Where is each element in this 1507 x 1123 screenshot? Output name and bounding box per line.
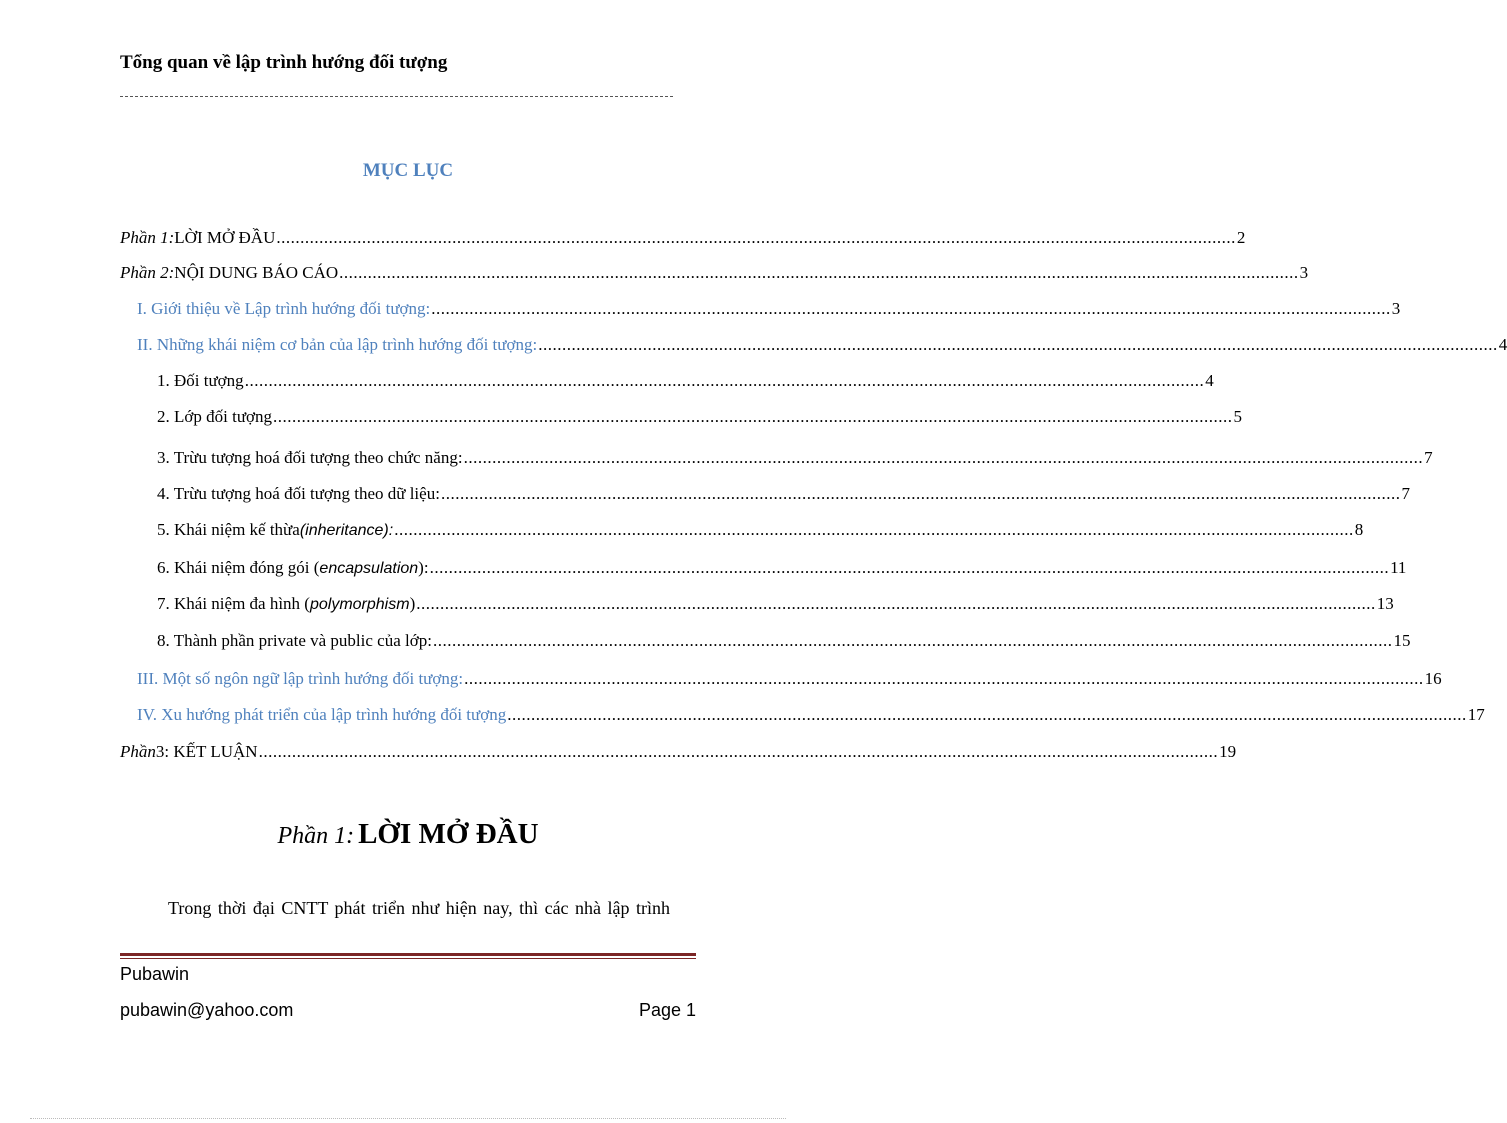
toc-leader-dots: .......................................................................................................................................................................................................... [463, 448, 1424, 467]
header-dashed-rule [120, 96, 673, 97]
toc-entry-label: I. Giới thiệu về Lập trình hướng đối tượng: [137, 299, 431, 318]
toc-entry-part-2[interactable] [120, 263, 1309, 289]
toc-page-number: 7 [1424, 448, 1433, 467]
toc-entry-subsection-5[interactable] [157, 520, 1364, 546]
toc-page-number: 17 [1467, 705, 1485, 724]
toc-entry-label: 2. Lớp đối tượng [157, 407, 273, 426]
toc-page-number: 2 [1236, 228, 1246, 247]
toc-entry-label: 3. Trừu tượng hoá đối tượng theo chức năng: [157, 448, 463, 467]
toc-entry-label: NỘI DUNG BÁO CÁO [174, 263, 339, 282]
toc-page-number: 8 [1354, 520, 1364, 539]
toc-page-number: 7 [1401, 484, 1410, 503]
toc-page-number: 19 [1219, 742, 1237, 761]
toc-entry-label: LỜI MỞ ĐẦU [174, 228, 276, 247]
toc-page-number: 16 [1424, 669, 1442, 688]
body-paragraph: Trong thời đại CNTT phát triển như hiện nay, thì các nhà lập trình [168, 898, 671, 918]
toc-entry-subsection-6[interactable] [157, 558, 1407, 584]
toc-page-number: 5 [1233, 407, 1243, 426]
toc-entry-label: 5. Khái niệm kế thừa [157, 520, 300, 539]
footer-rule-thin [120, 958, 696, 959]
toc-entry-label: 7. Khái niệm đa hình ( [157, 594, 310, 613]
toc-leader-dots: .......................................................................................................................................................................................................... [416, 594, 1376, 613]
toc-entry-section-2[interactable] [137, 335, 1507, 361]
toc-entry-label: 8. Thành phần private và public của lớp: [157, 631, 432, 650]
section-heading-prefix: Phần 1: [277, 823, 355, 849]
toc-entry-prefix: Phần 2: [120, 263, 175, 282]
toc-leader-dots: .......................................................................................................................................................................................................... [464, 669, 1424, 688]
toc-page-number: 4 [1498, 335, 1507, 354]
toc-entry-label: II. Những khái niệm cơ bản của lập trình hướng đối tượng: [137, 335, 538, 354]
toc-page-number: 3 [1391, 299, 1401, 318]
footer-page-number: Page 1 [638, 1000, 696, 1020]
toc-page-number: 15 [1393, 631, 1411, 650]
toc-entry-section-1[interactable] [137, 299, 1401, 325]
toc-entry-subsection-7[interactable] [157, 594, 1394, 620]
toc-page-number: 13 [1376, 594, 1394, 613]
toc-entry-section-4[interactable] [137, 705, 1485, 731]
toc-entry-label-tail: ): [418, 558, 429, 577]
toc-heading: MỤC LỤC [362, 160, 454, 181]
toc-entry-prefix: Phần 1: [120, 228, 175, 247]
toc-entry-label: 6. Khái niệm đóng gói ( [157, 558, 320, 577]
toc-leader-dots: .......................................................................................................................................................................................................... [431, 299, 1391, 318]
footer-author-name: Pubawin [120, 964, 190, 984]
toc-leader-dots: .......................................................................................................................................................................................................... [507, 705, 1467, 724]
toc-entry-label-term: encapsulation [319, 560, 419, 577]
toc-entry-subsection-2[interactable] [157, 407, 1243, 433]
toc-leader-dots: .......................................................................................................................................................................................................... [394, 520, 1354, 539]
toc-entry-label: 3: KẾT LUẬN [155, 742, 258, 761]
toc-entry-label: 1. Đối tượng [157, 371, 244, 390]
toc-entry-subsection-8[interactable] [157, 631, 1411, 657]
toc-leader-dots: .......................................................................................................................................................................................................... [432, 631, 1393, 650]
toc-leader-dots: .......................................................................................................................................................................................................... [273, 407, 1233, 426]
toc-entry-label-term: polymorphism [309, 596, 410, 613]
toc-entry-subsection-4[interactable] [157, 484, 1410, 510]
toc-entry-section-3[interactable] [137, 669, 1442, 695]
toc-leader-dots: .......................................................................................................................................................................................................... [339, 263, 1299, 282]
document-header-title: Tổng quan về lập trình hướng đối tượng [120, 52, 448, 73]
toc-entry-label-tail: ) [409, 594, 416, 613]
toc-leader-dots: .......................................................................................................................................................................................................... [244, 371, 1205, 390]
toc-page-number: 11 [1390, 558, 1407, 577]
section-heading [0, 818, 816, 851]
page-bottom-edge [30, 1118, 786, 1119]
toc-page-number: 3 [1299, 263, 1309, 282]
toc-leader-dots: .......................................................................................................................................................................................................... [440, 484, 1401, 503]
toc-leader-dots: .......................................................................................................................................................................................................... [276, 228, 1236, 247]
toc-leader-dots: .......................................................................................................................................................................................................... [258, 742, 1219, 761]
toc-entry-subsection-3[interactable] [157, 448, 1433, 474]
toc-entry-label: 4. Trừu tượng hoá đối tượng theo dữ liệu: [157, 484, 440, 503]
toc-leader-dots: .......................................................................................................................................................................................................... [538, 335, 1498, 354]
section-heading-title: LỜI MỞ ĐẦU [358, 818, 539, 850]
toc-entry-label: III. Một số ngôn ngữ lập trình hướng đối tượng: [137, 669, 464, 688]
toc-leader-dots: .......................................................................................................................................................................................................... [429, 558, 1390, 577]
toc-entry-part-1[interactable] [120, 228, 1246, 254]
toc-entry-label-term: (inheritance): [299, 522, 394, 539]
toc-entry-prefix: Phần [120, 742, 156, 761]
footer-author-email[interactable]: pubawin@yahoo.com [120, 1000, 294, 1020]
toc-entry-subsection-1[interactable] [157, 371, 1214, 397]
footer-rule-thick [120, 953, 696, 956]
toc-entry-part-3[interactable] [120, 742, 1237, 768]
toc-page-number: 4 [1205, 371, 1214, 390]
toc-entry-label: IV. Xu hướng phát triển của lập trình hướng đối tượng [137, 705, 507, 724]
